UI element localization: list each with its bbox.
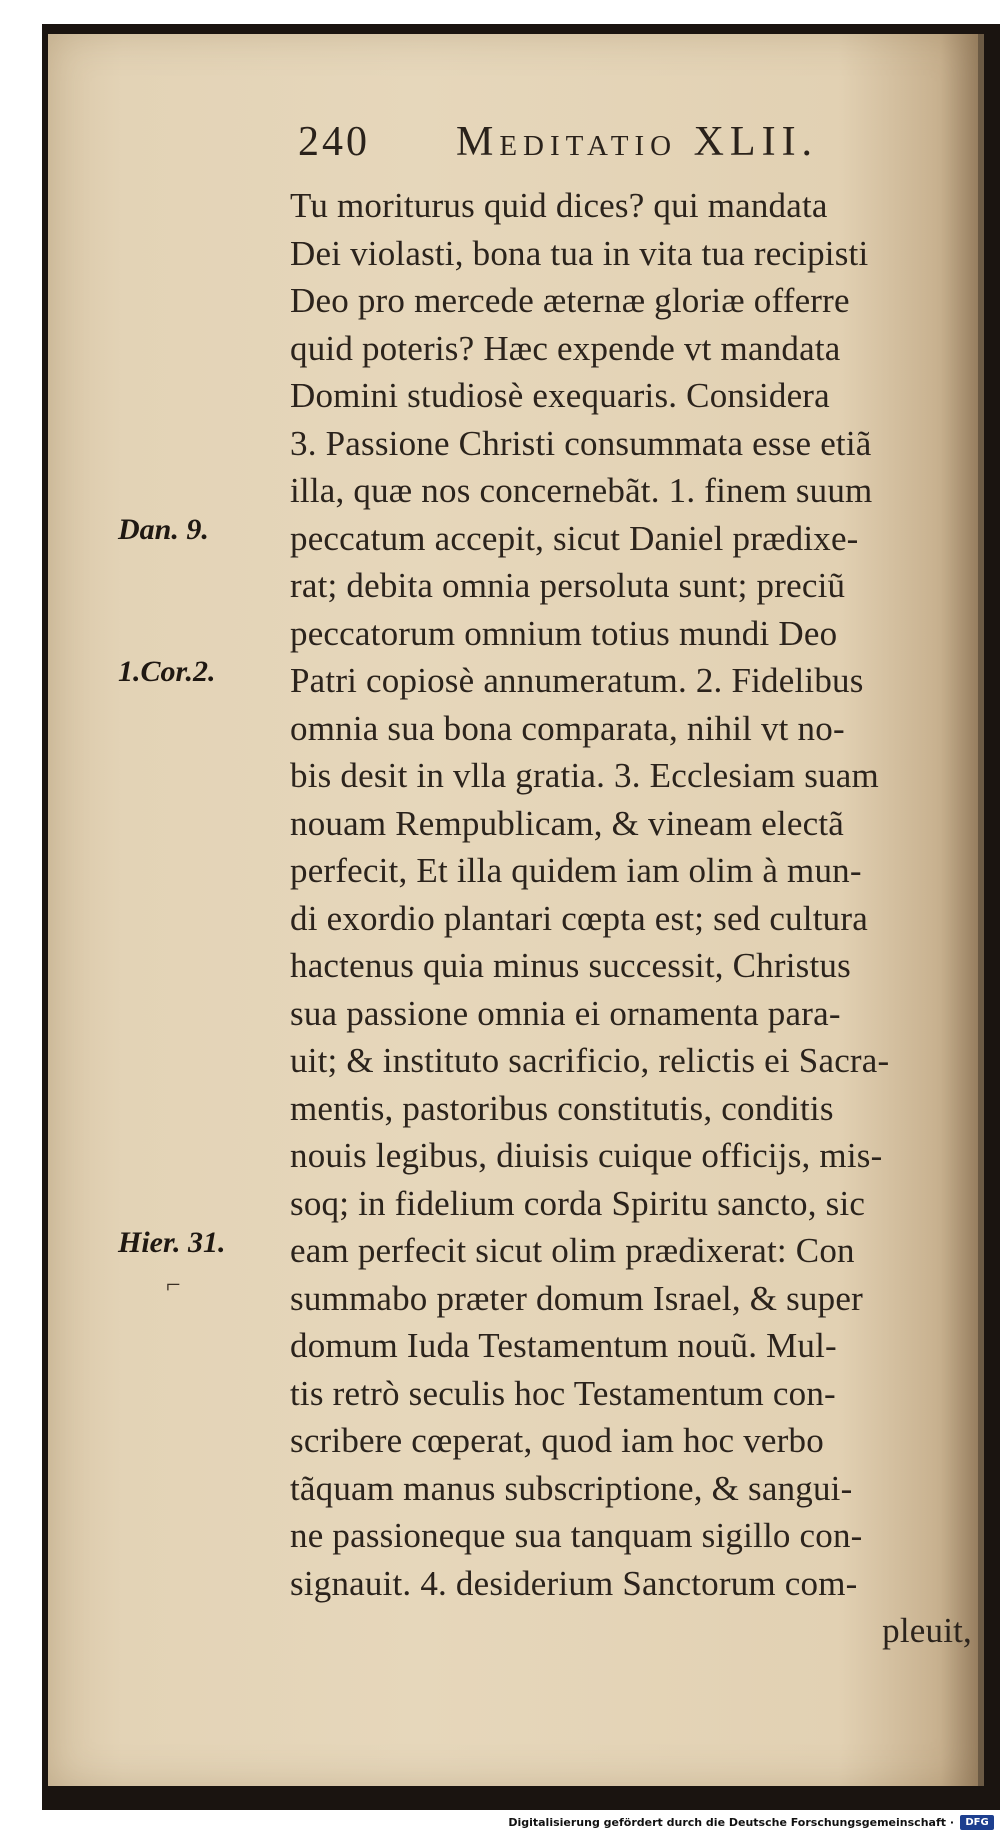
text-line: scribere cœperat, quod iam hoc verbo xyxy=(290,1421,824,1460)
text-line: pleuit, xyxy=(882,1611,972,1650)
margin-note-daniel: Dan. 9. xyxy=(118,513,209,546)
text-line: tis retrò seculis hoc Testamentum con- xyxy=(290,1373,836,1413)
text-line: nouis legibus, diuisis cuique officijs, mis- xyxy=(290,1136,883,1175)
text-line: soq; in fidelium corda Spiritu sancto, sic xyxy=(290,1183,866,1223)
text-line: illa, quæ nos concernebãt. 1. finem suum xyxy=(290,471,873,510)
footer-bar xyxy=(0,1812,1000,1834)
text-line: ne passioneque sua tanquam sigillo con- xyxy=(290,1516,863,1555)
margin-note-corinthians: 1.Cor.2. xyxy=(118,655,216,688)
body-text xyxy=(290,182,980,1655)
text-line: Dei violasti, bona tua in vita tua recipisti xyxy=(290,233,869,273)
text-line: Deo pro mercede æternæ gloriæ offerre xyxy=(290,281,850,320)
dfg-logo: DFG xyxy=(960,1815,994,1830)
text-line: omnia sua bona comparata, nihil vt no- xyxy=(290,708,845,748)
text-line: Tu moriturus quid dices? qui mandata xyxy=(290,186,828,225)
text-line: nouam Rempublicam, & vineam electã xyxy=(290,803,844,843)
text-line: 3. Passione Christi consummata esse etiã xyxy=(290,423,872,463)
funding-credit: Digitalisierung gefördert durch die Deutsche Forschungsgemeinschaft · xyxy=(508,1816,954,1829)
text-line: sua passione omnia ei ornamenta para- xyxy=(290,993,841,1033)
text-line: domum Iuda Testamentum nouũ. Mul- xyxy=(290,1326,837,1365)
text-line: Patri copiosè annumeratum. 2. Fidelibus xyxy=(290,661,864,700)
running-title: Meditatio XLII. xyxy=(456,119,819,165)
text-line: tãquam manus subscriptione, & sangui- xyxy=(290,1468,853,1508)
text-line: eam perfecit sicut olim prædixerat: Con xyxy=(290,1231,855,1270)
text-line: perfecit, Et illa quidem iam olim à mun- xyxy=(290,851,862,890)
page-header xyxy=(298,118,858,178)
page-number: 240 xyxy=(298,119,370,165)
text-line: bis desit in vlla gratia. 3. Ecclesiam suam xyxy=(290,756,879,795)
text-line: di exordio plantari cœpta est; sed cultura xyxy=(290,898,868,938)
text-line: mentis, pastoribus constitutis, conditis xyxy=(290,1088,834,1128)
text-line: quid poteris? Hæc expende vt mandata xyxy=(290,328,841,368)
text-line: peccatum accepit, sicut Daniel prædixe- xyxy=(290,518,859,558)
text-line: uit; & instituto sacrificio, relictis ei Sacra- xyxy=(290,1041,890,1080)
margin-note-hieremias: Hier. 31. xyxy=(118,1226,226,1259)
text-line: Domini studiosè exequaris. Considera xyxy=(290,376,830,415)
text-line: peccatorum omnium totius mundi Deo xyxy=(290,613,838,653)
ink-mark: ⌐ xyxy=(166,1270,181,1299)
text-line: summabo præter domum Israel, & super xyxy=(290,1278,863,1318)
text-line: hactenus quia minus successit, Christus xyxy=(290,946,851,985)
text-line: rat; debita omnia persoluta sunt; preciũ xyxy=(290,566,846,605)
text-line: signauit. 4. desiderium Sanctorum com- xyxy=(290,1563,858,1603)
